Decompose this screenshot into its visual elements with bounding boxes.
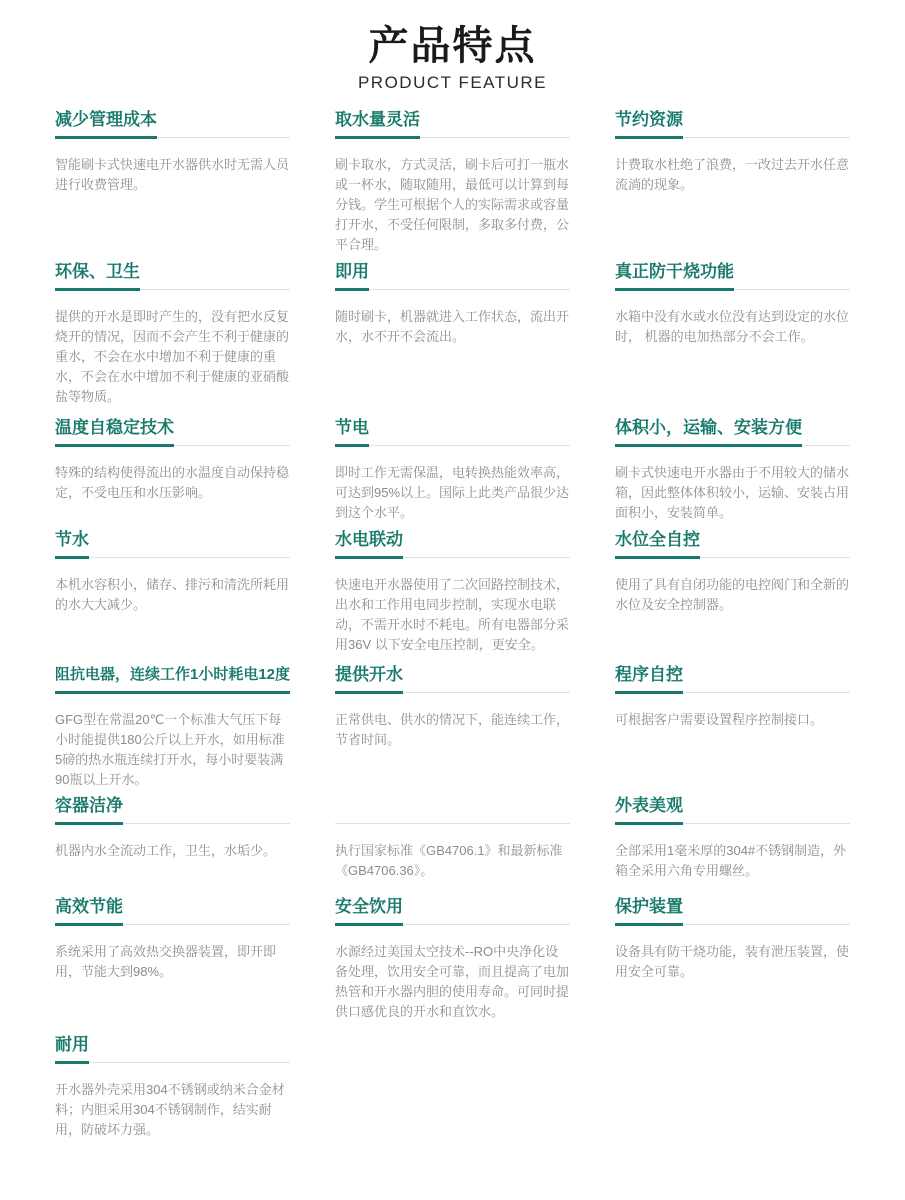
feature-description: 智能刷卡式快速电开水器供水时无需人员进行收费管理。 [55,157,290,192]
feature-heading-underline [335,796,570,824]
feature-title: 容器洁净 [55,796,123,825]
feature-heading-underline [55,418,290,446]
feature-title: 取水量灵活 [335,110,420,139]
page-header [0,0,905,110]
feature-heading-underline [55,530,290,558]
feature-description: 即时工作无需保温，电转换热能效率高，可达到95%以上。国际上此类产品很少达到这个水平。 [335,465,570,520]
feature-grid [0,110,905,1140]
feature-heading-underline [615,110,850,138]
feature-description: 使用了具有自闭功能的电控阀门和全新的水位及安全控制器。 [615,577,850,612]
feature-heading-underline [55,665,290,693]
feature-description: 刷卡取水，方式灵活，刷卡后可打一瓶水或一杯水，随取随用，最低可以计算到每分钱。学生可根据个人的实际需求或容量打开水，不受任何限制，多取多付费，公平合理。 [335,157,570,252]
feature-heading-underline [335,262,570,290]
feature-card [55,530,290,665]
feature-description: 正常供电、供水的情况下，能连续工作，节省时间。 [335,712,570,747]
feature-card [615,262,850,418]
feature-heading-underline [615,897,850,925]
feature-heading-underline [335,110,570,138]
feature-heading-underline [335,897,570,925]
feature-description: 执行国家标准《GB4706.1》和最新标准《GB4706.36》。 [335,843,563,878]
feature-card [335,897,570,1035]
feature-description: 提供的开水是即时产生的，没有把水反复烧开的情况，因而不会产生不利于健康的重水，不会在水中增加不利于健康的重水，不会在水中增加不利于健康的亚硝酸盐等物质。 [55,309,290,404]
feature-card [335,110,570,262]
feature-card [55,897,290,1035]
feature-description: 可根据客户需要设置程序控制接口。 [615,712,824,727]
feature-title: 环保、卫生 [55,262,140,291]
feature-title: 温度自稳定技术 [55,418,174,447]
feature-title: 真正防干烧功能 [615,262,734,291]
feature-title: 节约资源 [615,110,683,139]
feature-heading-underline [55,262,290,290]
feature-description: 水箱中没有水或水位没有达到设定的水位时， 机器的电加热部分不会工作。 [615,309,850,344]
feature-card-untitled [335,796,570,897]
feature-title: 程序自控 [615,665,683,694]
feature-description: 快速电开水器使用了二次回路控制技术，出水和工作用电同步控制，实现水电联动，不需开水时不耗电。所有电器部分采用36V 以下安全电压控制，更安全。 [335,577,570,652]
feature-card [335,665,570,796]
feature-description: 水源经过美国太空技术--RO中央净化设备处理，饮用安全可靠，而且提高了电加热管和开水器内胆的使用寿命。可同时提供口感优良的开水和直饮水。 [335,944,570,1019]
feature-title: 提供开水 [335,665,403,694]
page-subtitle: PRODUCT FEATURE [357,73,548,92]
feature-heading-underline [55,897,290,925]
feature-title: 外表美观 [615,796,683,825]
page-title: 产品特点 [368,24,537,68]
feature-description: 计费取水杜绝了浪费，一改过去开水任意流淌的现象。 [615,157,850,192]
feature-title: 节电 [335,418,369,447]
feature-title: 耐用 [55,1035,89,1064]
feature-heading-underline [615,530,850,558]
feature-heading-underline [615,796,850,824]
feature-title: 保护装置 [615,897,683,926]
feature-description: GFG型在常温20℃一个标准大气压下每小时能提供180公斤以上开水，如用标准5磅的热水瓶连续打开水，每小时要装满90瓶以上开水。 [55,712,285,787]
feature-heading-underline [615,665,850,693]
feature-title: 水电联动 [335,530,403,559]
feature-heading-underline [615,418,850,446]
feature-title: 高效节能 [55,897,123,926]
feature-description: 本机水容积小，储存、排污和清洗所耗用的水大大减少。 [55,577,290,612]
feature-title: 阻抗电器，连续工作1小时耗电12度 [55,666,290,694]
feature-description: 设备具有防干烧功能，装有泄压装置，使用安全可靠。 [615,944,850,979]
feature-card [55,262,290,418]
feature-card [55,796,290,897]
feature-card [615,897,850,1035]
feature-heading-underline [615,262,850,290]
feature-description: 刷卡式快速电开水器由于不用较大的储水箱，因此整体体积较小，运输、安装占用面积小，安装简单。 [615,465,850,520]
feature-description: 全部采用1毫米厚的304#不锈钢制造，外箱全采用六角专用螺丝。 [615,843,847,878]
feature-title: 安全饮用 [335,897,403,926]
feature-description: 系统采用了高效热交换器装置，即开即用，节能大到98%。 [55,944,277,979]
feature-card [615,796,850,897]
feature-card [335,418,570,530]
feature-card [55,110,290,262]
feature-card [615,110,850,262]
feature-card [335,530,570,665]
feature-description: 开水器外壳采用304不锈钢或纳米合金材料；内胆采用304不锈钢制作，结实耐用，防破坏力强。 [55,1082,285,1137]
feature-card [55,665,290,796]
feature-description: 特殊的结构使得流出的水温度自动保持稳定，不受电压和水压影响。 [55,465,290,500]
feature-heading-underline [55,110,290,138]
feature-heading-underline [335,530,570,558]
feature-card [335,262,570,418]
feature-title: 体积小，运输、安装方便 [615,418,802,447]
feature-description: 机器内水全流动工作，卫生，水垢少。 [55,843,277,858]
feature-title: 即用 [335,262,369,291]
feature-heading-underline [335,418,570,446]
feature-heading-underline [55,1035,290,1063]
feature-title: 节水 [55,530,89,559]
feature-heading-underline [335,665,570,693]
feature-description: 随时刷卡，机器就进入工作状态，流出开水，水不开不会流出。 [335,309,570,344]
feature-card [55,418,290,530]
feature-heading-underline [55,796,290,824]
feature-card [615,665,850,796]
feature-title: 减少管理成本 [55,110,157,139]
feature-card [615,418,850,530]
feature-card [615,530,850,665]
feature-title: 水位全自控 [615,530,700,559]
feature-card [55,1035,290,1140]
